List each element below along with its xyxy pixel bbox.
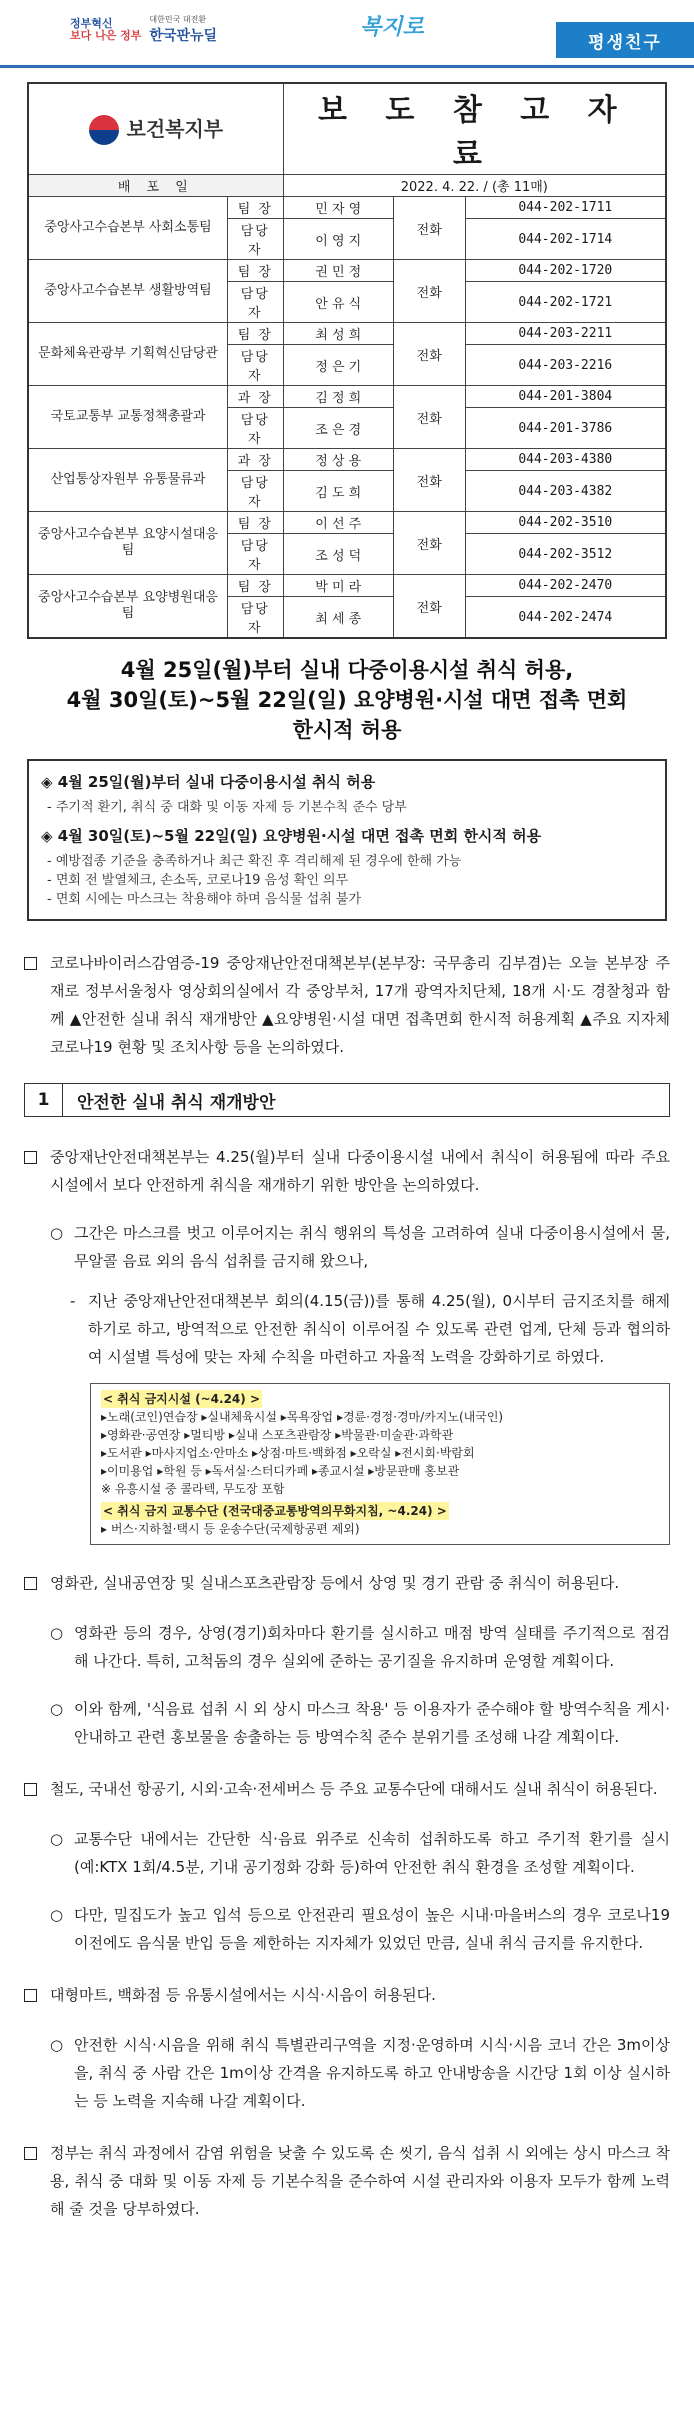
square-bullet-icon <box>24 2147 37 2160</box>
contact-name: 정 상 용 <box>283 449 393 471</box>
phone-label: 전화 <box>393 323 465 386</box>
contact-phone: 044-201-3786 <box>465 408 666 449</box>
contact-name: 김 도 희 <box>283 471 393 512</box>
paragraph-2: 영화관, 실내공연장 및 실내스포츠관람장 등에서 상영 및 경기 관람 중 취식이 허용된다. <box>24 1569 670 1599</box>
contact-phone: 044-203-4380 <box>465 449 666 471</box>
square-bullet-icon <box>24 1989 37 2002</box>
contact-name: 이 영 지 <box>283 219 393 260</box>
contact-role: 담당자 <box>228 534 284 575</box>
contact-phone: 044-202-3510 <box>465 512 666 534</box>
phone-label: 전화 <box>393 386 465 449</box>
summary-box: ◈ 4월 25일(월)부터 실내 다중이용시설 취식 허용 - 주기적 환기, 취식 중 대화 및 이동 자제 등 기본수칙 준수 당부 ◈ 4월 30일(토)~5월 22일(일) 요양병원·시설 대면 접촉 면회 한시적 허용 - 예방접종 기준을 충족하거나 최근 확진 후 격리해제 된 경우에 한해 가능 - 면회 전 발열체크, 손소독, 코로나19 음성 확인 의무 - 면회 시에는 마스크는 착용해야 하며 음식물 섭취 불가 <box>27 759 667 921</box>
contact-phone: 044-202-2474 <box>465 597 666 639</box>
contact-role: 과 장 <box>228 449 284 471</box>
contact-role: 담당자 <box>228 471 284 512</box>
new-deal-logo: 대한민국 대전환 한국판뉴딜 <box>149 15 218 44</box>
paragraph-2-item-2: ○ 이와 함께, '식음료 섭취 시 외 상시 마스크 착용' 등 이용자가 준수해야 할 방역수칙을 게시·안내하고 관련 홍보물을 송출하는 등 방역수칙 준수 분위기를 조성해 나갈 계획이다. <box>50 1695 670 1751</box>
dist-label: 배 포 일 <box>28 175 283 197</box>
contact-row <box>28 197 666 219</box>
contact-name: 조 은 경 <box>283 408 393 449</box>
contact-row <box>28 575 666 597</box>
contact-dept: 국토교통부 교통정책총괄과 <box>28 386 228 449</box>
section-1-heading: 1 안전한 실내 취식 재개방안 <box>24 1083 670 1117</box>
contact-phone: 044-202-2470 <box>465 575 666 597</box>
contact-name: 권 민 정 <box>283 260 393 282</box>
top-banner <box>0 0 694 68</box>
paragraph-1: 중앙재난안전대책본부는 4.25(월)부터 실내 다중이용시설 내에서 취식이 허용됨에 따라 주요 시설에서 보다 안전하게 취식을 재개하기 위한 방안을 논의하였다. <box>24 1143 670 1199</box>
paragraph-1-item-1: ○ 그간은 마스크를 벗고 이루어지는 취식 행위의 특성을 고려하여 실내 다중이용시설에서 물, 무알콜 음료 외의 음식 섭취를 금지해 왔으나, <box>50 1219 670 1275</box>
contact-name: 조 성 덕 <box>283 534 393 575</box>
contact-phone: 044-202-3512 <box>465 534 666 575</box>
circle-bullet-icon: ○ <box>50 2036 64 2054</box>
circle-bullet-icon: ○ <box>50 1830 64 1848</box>
contact-role: 담당자 <box>228 408 284 449</box>
doc-title: 보 도 참 고 자 료 <box>283 83 666 175</box>
lifelong-friend-tag: 평생친구 <box>556 22 694 58</box>
bokjiro-logo: 복지로 <box>360 15 424 40</box>
contact-phone: 044-201-3804 <box>465 386 666 408</box>
contact-dept: 중앙사고수습본부 요양병원대응팀 <box>28 575 228 639</box>
square-bullet-icon <box>24 957 37 970</box>
paragraph-4: 대형마트, 백화점 등 유통시설에서는 시식·시음이 허용된다. <box>24 1981 670 2011</box>
contact-phone: 044-203-2211 <box>465 323 666 345</box>
paragraph-1-subitem-1: - 지난 중앙재난안전대책본부 회의(4.15(금))를 통해 4.25(월), 0시부터 금지조치를 해제하기로 하고, 방역적으로 안전한 취식이 이루어질 수 있도록 관련 업계, 단체 등과 협의하여 시설별 특성에 맞는 자체 수칙을 마련하고 자율적 노력을 강화하기로 하였다. <box>70 1287 670 1371</box>
circle-bullet-icon: ○ <box>50 1224 64 1242</box>
contact-name: 최 성 희 <box>283 323 393 345</box>
contact-dept: 산업통상자원부 유통물류과 <box>28 449 228 512</box>
contact-dept: 중앙사고수습본부 요양시설대응팀 <box>28 512 228 575</box>
circle-bullet-icon: ○ <box>50 1700 64 1718</box>
paragraph-3: 철도, 국내선 항공기, 시외·고속·전세버스 등 주요 교통수단에 대해서도 실내 취식이 허용된다. <box>24 1775 670 1805</box>
square-bullet-icon <box>24 1783 37 1796</box>
ministry-cell: 보건복지부 <box>28 83 283 175</box>
circle-bullet-icon: ○ <box>50 1624 64 1642</box>
contact-dept: 중앙사고수습본부 생활방역팀 <box>28 260 228 323</box>
contact-row <box>28 323 666 345</box>
square-bullet-icon <box>24 1577 37 1590</box>
contact-role: 팀 장 <box>228 260 284 282</box>
paragraph-3-item-1: ○ 교통수단 내에서는 간단한 식·음료 위주로 신속히 섭취하도록 하고 주기적 환기를 실시(예:KTX 1회/4.5분, 기내 공기정화 강화 등)하여 안전한 취식 환경을 조성할 계획이다. <box>50 1825 670 1881</box>
innovation-logo: 정부혁신 보다 나은 정부 <box>70 16 142 42</box>
contact-phone: 044-203-2216 <box>465 345 666 386</box>
paragraph-4-item-1: ○ 안전한 시식·시음을 위해 취식 특별관리구역을 지정·운영하며 시식·시음 코너 간은 3m이상을, 취식 중 사람 간은 1m이상 간격을 유지하도록 하고 안내방송을 시간당 1회 이상 실시하는 등 노력을 지속해 나갈 계획이다. <box>50 2031 670 2115</box>
contact-name: 민 자 영 <box>283 197 393 219</box>
contact-role: 팀 장 <box>228 197 284 219</box>
contact-role: 담당자 <box>228 219 284 260</box>
contact-role: 팀 장 <box>228 512 284 534</box>
phone-label: 전화 <box>393 512 465 575</box>
contact-row <box>28 386 666 408</box>
dash-bullet-icon: - <box>70 1292 76 1310</box>
contact-name: 정 은 기 <box>283 345 393 386</box>
contact-row <box>28 449 666 471</box>
contact-role: 담당자 <box>228 597 284 639</box>
square-bullet-icon <box>24 1151 37 1164</box>
press-header-table <box>27 82 667 639</box>
contact-phone: 044-202-1714 <box>465 219 666 260</box>
contact-name: 박 미 라 <box>283 575 393 597</box>
contact-row <box>28 512 666 534</box>
phone-label: 전화 <box>393 197 465 260</box>
contact-role: 팀 장 <box>228 575 284 597</box>
prohibited-facilities-box: < 취식 금지시설 (~4.24) > ▸노래(코인)연습장 ▸실내체육시설 ▸목욕장업 ▸경륜·경정·경마/카지노(내국인) ▸영화관·공연장 ▸멀티방 ▸실내 스포츠관람장 ▸박물관·미술관·과학관 ▸도서관 ▸마사지업소·안마소 ▸상점·마트·백화점 ▸오락실 ▸전시회·박람회 ▸이미용업 ▸학원 등 ▸독서실·스터디카페 ▸종교시설 ▸방문판매 홍보관 ※ 유흥시설 중 콜라텍, 무도장 포함 < 취식 금지 교통수단 (전국대중교통방역의무화지침, ~4.24) > ▸ 버스·지하철·택시 등 운송수단(국제항공편 제외) <box>90 1383 670 1545</box>
contact-role: 팀 장 <box>228 323 284 345</box>
contact-dept: 중앙사고수습본부 사회소통팀 <box>28 197 228 260</box>
contact-phone: 044-202-1721 <box>465 282 666 323</box>
contact-role: 과 장 <box>228 386 284 408</box>
contact-role: 담당자 <box>228 345 284 386</box>
circle-bullet-icon: ○ <box>50 1906 64 1924</box>
ministry-emblem-icon <box>89 115 119 145</box>
paragraph-2-item-1: ○ 영화관 등의 경우, 상영(경기)회차마다 환기를 실시하고 매점 방역 실태를 주기적으로 점검해 나간다. 특히, 고척돔의 경우 실외에 준하는 공기질을 유지하며 운영할 계획이다. <box>50 1619 670 1675</box>
contact-phone: 044-203-4382 <box>465 471 666 512</box>
phone-label: 전화 <box>393 260 465 323</box>
paragraph-5: 정부는 취식 과정에서 감염 위험을 낮출 수 있도록 손 씻기, 음식 섭취 시 외에는 상시 마스크 착용, 취식 중 대화 및 이동 자제 등 기본수칙을 준수하여 시설 관리자와 이용자 모두가 함께 노력해 줄 것을 당부하였다. <box>24 2139 670 2223</box>
contact-row <box>28 260 666 282</box>
contact-phone: 044-202-1720 <box>465 260 666 282</box>
government-logos <box>70 14 217 45</box>
contact-phone: 044-202-1711 <box>465 197 666 219</box>
phone-label: 전화 <box>393 449 465 512</box>
phone-label: 전화 <box>393 575 465 639</box>
paragraph-3-item-2: ○ 다만, 밀집도가 높고 입석 등으로 안전관리 필요성이 높은 시내·마을버스의 경우 코로나19 이전에도 음식물 반입 등을 제한하는 지자체가 있었던 만큼, 실내 취식 금지를 유지한다. <box>50 1901 670 1957</box>
contact-name: 이 선 주 <box>283 512 393 534</box>
contact-dept: 문화체육관광부 기획혁신담당관 <box>28 323 228 386</box>
dist-date: 2022. 4. 22. / (총 11매) <box>283 175 666 197</box>
contact-name: 안 유 식 <box>283 282 393 323</box>
contact-name: 김 정 희 <box>283 386 393 408</box>
intro-paragraph: 코로나바이러스감염증-19 중앙재난안전대책본부(본부장: 국무총리 김부겸)는 오늘 본부장 주재로 정부서울청사 영상회의실에서 각 중앙부처, 17개 광역자치단체, 18개 시·도 경찰청과 함께 ▲안전한 실내 취식 재개방안 ▲요양병원·시설 대면 접촉면회 한시적 허용계획 ▲주요 지자체 코로나19 현황 및 조치사항 등을 논의하였다. <box>24 949 670 1061</box>
contact-role: 담당자 <box>228 282 284 323</box>
headline: 4월 25일(월)부터 실내 다중이용시설 취식 허용, 4월 30일(토)~5월 22일(일) 요양병원·시설 대면 접촉 면회 한시적 허용 <box>66 658 628 742</box>
contact-name: 최 세 종 <box>283 597 393 639</box>
